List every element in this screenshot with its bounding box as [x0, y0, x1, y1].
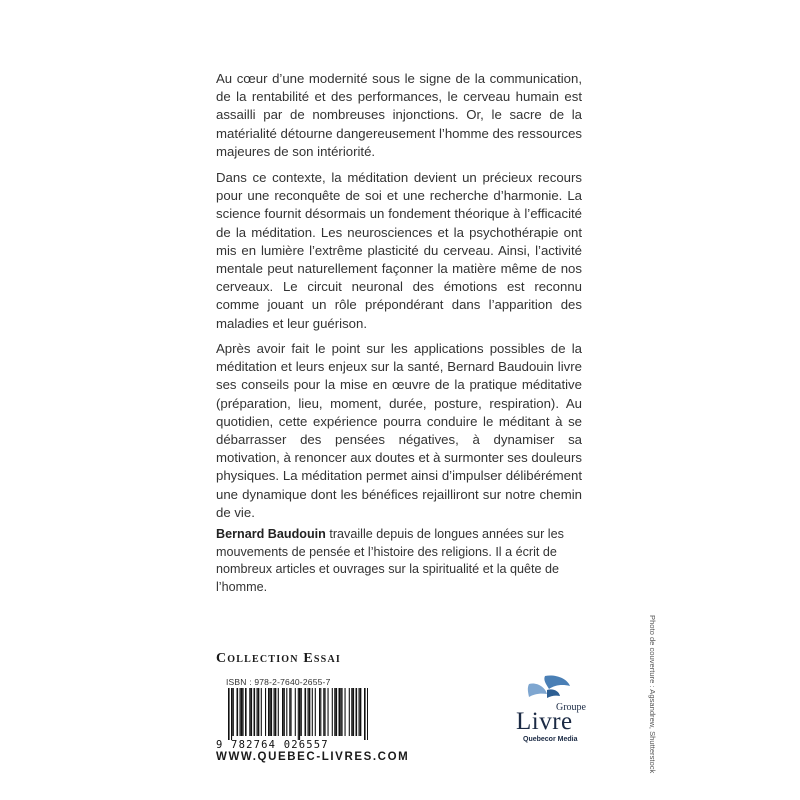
- logo-quebecor-media-text: Quebecor Media: [523, 736, 578, 743]
- barcode-bar: [271, 688, 273, 736]
- barcode-bar: [325, 688, 326, 736]
- barcode-bar: [345, 688, 346, 736]
- isbn-barcode: [216, 688, 368, 750]
- barcode-bar: [342, 688, 343, 736]
- barcode-bar: [323, 688, 324, 736]
- barcode-bar: [254, 688, 256, 736]
- barcode-bar: [298, 688, 299, 740]
- barcode-bar: [228, 688, 230, 740]
- barcode-bar: [275, 688, 277, 736]
- barcode-bar: [300, 688, 302, 736]
- barcode-bar: [351, 688, 353, 736]
- barcode-bar: [309, 688, 311, 736]
- barcode-bar: [305, 688, 307, 736]
- barcode-bar: [315, 688, 316, 736]
- barcode-bar: [282, 688, 283, 736]
- barcode-bar: [328, 688, 329, 736]
- barcode-bar: [249, 688, 251, 736]
- barcode-bar: [334, 688, 336, 736]
- photo-credit: Photo de couverture : Agsandrew, Shutterstock: [648, 615, 657, 774]
- author-name: Bernard Baudouin: [216, 527, 326, 541]
- barcode-bar: [289, 688, 290, 736]
- barcode-bar: [356, 688, 358, 736]
- barcode-bar: [320, 688, 321, 736]
- author-bio: [216, 526, 582, 596]
- logo-groupe-text: Groupe: [556, 702, 586, 713]
- barcode-bar: [339, 688, 341, 736]
- barcode-bar: [286, 688, 287, 736]
- barcode-bar: [349, 688, 350, 736]
- author-bio-text: travaille depuis de longues années sur les mouvements de pensée et l’histoire des religions. Il a écrit de nombreux articles et ouvrages sur la spiritualité et la quête de l’homme.: [216, 527, 564, 594]
- barcode-bar: [243, 688, 244, 736]
- barcode-bar: [353, 688, 354, 736]
- barcode-bar: [231, 688, 232, 740]
- barcode-bar: [312, 688, 313, 736]
- barcode-bar: [283, 688, 285, 736]
- barcode-bar: [319, 688, 320, 736]
- barcode-bar: [340, 688, 341, 736]
- barcode-bar: [367, 688, 368, 740]
- barcode-bar: [295, 688, 296, 736]
- barcode-bar: [240, 688, 241, 736]
- barcode-bar: [332, 688, 333, 736]
- barcode-bar: [278, 688, 279, 736]
- barcode-bar: [265, 688, 266, 736]
- barcode-bar: [291, 688, 292, 736]
- barcode-bar: [258, 688, 260, 736]
- barcode-bar: [268, 688, 269, 736]
- barcode-bar: [308, 688, 309, 736]
- barcode-bar: [299, 688, 300, 740]
- barcode-bar: [237, 688, 239, 736]
- back-cover-paragraph-3: Après avoir fait le point sur les applications possibles de la méditation et leurs enjeux sur la santé, Bernard Baudouin livre ses conseils pour la mise en œuvre de la pratique méditative (préparation, lieu, moment, durée, posture, respiration). Au quotidien, cette expérience pourra conduire le méditant à se débarrasser des pensées négatives, à dynamiser sa motivation, à renoncer aux doutes et à surmonter ses douleurs physiques. La méditation permet ainsi d’impulser délibérément une dynamique dont les bénéfices rejailliront sur notre chemin de vie.: [216, 341, 582, 520]
- barcode-bar: [360, 688, 362, 736]
- barcode-bar: [274, 688, 275, 736]
- barcode-digits: 9 782764 026557: [216, 739, 329, 750]
- barcode-bar: [241, 688, 243, 736]
- barcode-bar: [359, 688, 360, 736]
- barcode-bar: [245, 688, 247, 736]
- isbn-label: ISBN : 978-2-7640-2655-7: [226, 677, 331, 687]
- publisher-website: WWW.QUEBEC-LIVRES.COM: [216, 751, 410, 763]
- back-cover-paragraph-2: Dans ce contexte, la méditation devient un précieux recours pour une reconquête de soi et une recherche d’harmonie. La science fournit désormais un fondement théorique à l’efficacité de la méditation. Les neurosciences et la psychothérapie ont mis en lumière l’extrême plasticité du cerveau. Ainsi, l’activité mentale peut naturellement façonner la matière même de nos cerveaux. Le circuit neuronal des émotions est reconnu comme jouant un rôle prépondérant dans l’apparition des maladies et leur guérison.: [216, 170, 582, 331]
- barcode-bar: [257, 688, 258, 736]
- back-cover-paragraph-1: Au cœur d’une modernité sous le signe de la communication, de la rentabilité et des performances, le cerveau humain est assailli par de nombreuses injonctions. Or, le sacre de la matérialité détourne dangereusement l’homme des ressources majeures de son intériorité.: [216, 71, 582, 159]
- logo-livre-text: Livre: [516, 708, 573, 735]
- barcode-bar: [232, 688, 234, 736]
- collection-name: Collection Essai: [216, 651, 341, 666]
- barcode-bar: [364, 688, 366, 740]
- barcode-bar: [251, 688, 252, 736]
- barcode-bar: [269, 688, 270, 736]
- barcode-bar: [261, 688, 262, 736]
- barcode-bar: [336, 688, 337, 736]
